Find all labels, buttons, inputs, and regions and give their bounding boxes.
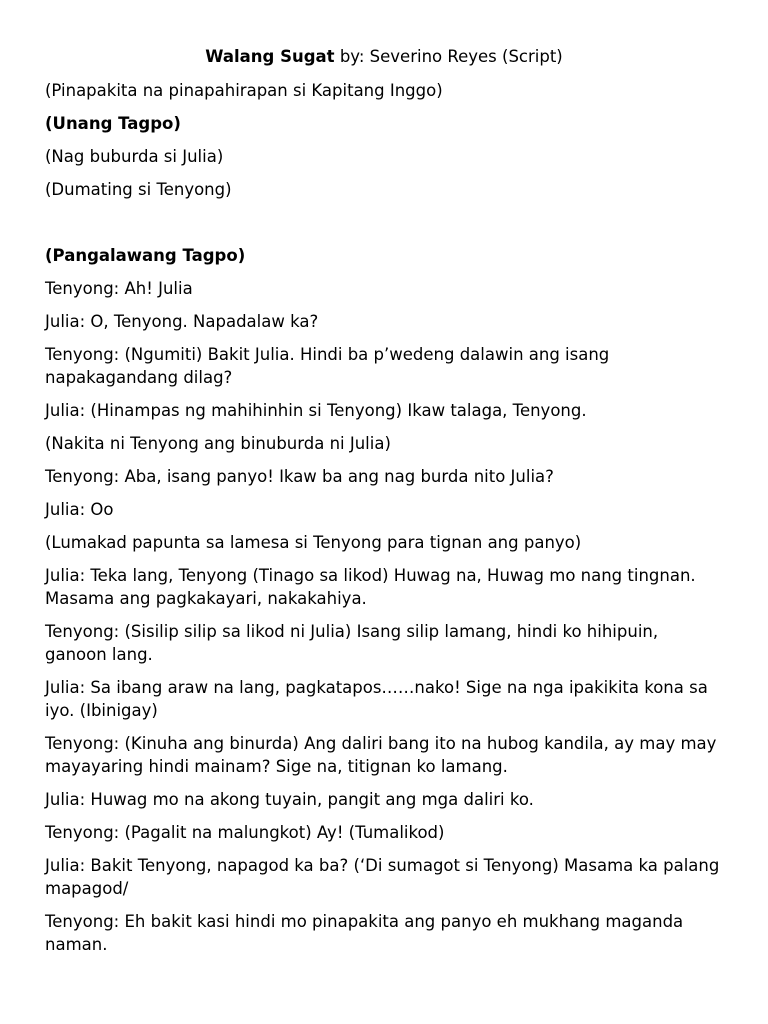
script-line: Julia: Teka lang, Tenyong (Tinago sa likod) Huwag na, Huwag mo nang tingnan. Masama ang pagkakayari, nakakahiya. (45, 566, 696, 608)
script-line: Tenyong: (Sisilip silip sa likod ni Julia) Isang silip lamang, hindi ko hihipuin, ganoon lang. (45, 622, 659, 664)
script-line: Tenyong: Aba, isang panyo! Ikaw ba ang nag burda nito Julia? (45, 467, 554, 486)
script-line: Julia: Bakit Tenyong, napagod ka ba? (‘Di sumagot si Tenyong) Masama ka palang mapagod/ (45, 856, 720, 898)
script-line: Tenyong: (Ngumiti) Bakit Julia. Hindi ba p’wedeng dalawin ang isang napakagandang dilag? (45, 345, 610, 387)
script-line: Julia: (Hinampas ng mahihinhin si Tenyong) Ikaw talaga, Tenyong. (45, 401, 587, 420)
script-line: Julia: Huwag mo na akong tuyain, pangit ang mga daliri ko. (45, 790, 534, 809)
script-line: (Dumating si Tenyong) (45, 180, 232, 199)
script-line: Tenyong: Ah! Julia (45, 279, 193, 298)
script-line: (Nakita ni Tenyong ang binuburda ni Julia) (45, 434, 391, 453)
script-line: Julia: O, Tenyong. Napadalaw ka? (45, 312, 319, 331)
scene-heading: (Pangalawang Tagpo) (45, 246, 246, 265)
document-title (0, 46, 768, 68)
script-line: Julia: Oo (45, 500, 114, 519)
script-line: (Nag buburda si Julia) (45, 147, 224, 166)
title-bold: Walang Sugat (205, 47, 335, 66)
script-line: Tenyong: (Pagalit na malungkot) Ay! (Tumalikod) (45, 823, 445, 842)
script-line: (Lumakad papunta sa lamesa si Tenyong para tignan ang panyo) (45, 533, 582, 552)
script-line: Tenyong: Eh bakit kasi hindi mo pinapakita ang panyo eh mukhang maganda naman. (45, 912, 684, 954)
scene-heading: (Unang Tagpo) (45, 114, 181, 133)
script-line: Julia: Sa ibang araw na lang, pagkatapos……nako! Sige na nga ipakikita kona sa iyo. (Ibinigay) (45, 678, 708, 720)
title-rest: by: Severino Reyes (Script) (334, 47, 563, 66)
script-body (45, 79, 725, 966)
section-gap (45, 211, 725, 244)
script-line: (Pinapakita na pinapahirapan si Kapitang Inggo) (45, 81, 443, 100)
script-line: Tenyong: (Kinuha ang binurda) Ang daliri bang ito na hubog kandila, ay may may mayayaring hindi mainam? Sige na, titignan ko lamang. (45, 734, 717, 776)
